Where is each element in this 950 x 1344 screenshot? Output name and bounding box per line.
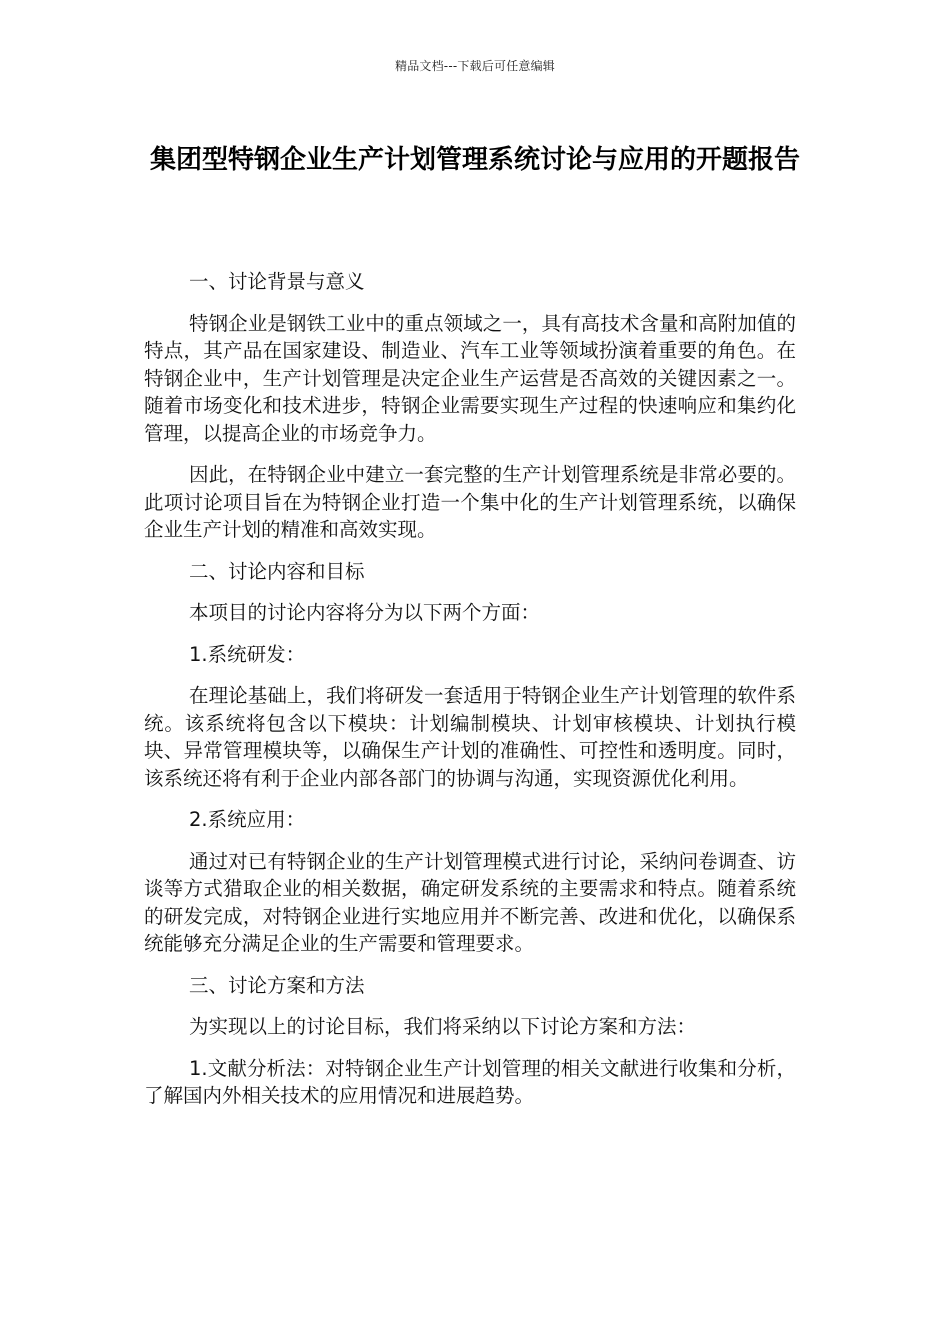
- paragraph-methods-intro: 为实现以上的讨论目标，我们将采纳以下讨论方案和方法：: [189, 1015, 697, 1038]
- section-heading-content: 二、讨论内容和目标: [189, 559, 365, 583]
- subheading-system-development: 1.系统研发：: [189, 642, 306, 666]
- subheading-system-application: 2.系统应用：: [189, 808, 306, 831]
- document-title: 集团型特钢企业生产计划管理系统讨论与应用的开题报告: [149, 145, 800, 175]
- section-heading-methods: 三、讨论方案和方法: [189, 973, 365, 997]
- paragraph-background-2: 因此，在特钢企业中建立一套完整的生产计划管理系统是非常必要的。此项讨论项目旨在为特钢企业打造一个集中化的生产计划管理系统，以确保企业生产计划的精准和高效实现。: [144, 463, 796, 541]
- paragraph-background-1: 特钢企业是钢铁工业中的重点领域之一，具有高技术含量和高附加值的特点，其产品在国家建设、制造业、汽车工业等领域扮演着重要的角色。在特钢企业中，生产计划管理是决定企业生产运营是否高效的关键因素之一。随着市场变化和技术进步，特钢企业需要实现生产过程的快速响应和集约化管理，以提高企业的市场竞争力。: [144, 311, 796, 445]
- paragraph-system-development: 在理论基础上，我们将研发一套适用于特钢企业生产计划管理的软件系统。该系统将包含以下模块：计划编制模块、计划审核模块、计划执行模块、异常管理模块等，以确保生产计划的准确性、可控性和透明度。同时，该系统还将有利于企业内部各部门的协调与沟通，实现资源优化利用。: [144, 684, 796, 790]
- document-body: [144, 268, 796, 1124]
- paragraph-system-application: 通过对已有特钢企业的生产计划管理模式进行讨论，采纳问卷调查、访谈等方式猎取企业的相关数据，确定研发系统的主要需求和特点。随着系统的研发完成，对特钢企业进行实地应用并不断完善、改进和优化，以确保系统能够充分满足企业的生产需要和管理要求。: [144, 849, 796, 955]
- section-heading-background: 一、讨论背景与意义: [189, 270, 365, 293]
- header-note: 精品文档---下载后可任意编辑: [395, 59, 555, 73]
- paragraph-literature-analysis: 1.文献分析法：对特钢企业生产计划管理的相关文献进行收集和分析，了解国内外相关技术的应用情况和进展趋势。: [144, 1056, 796, 1107]
- paragraph-content-intro: 本项目的讨论内容将分为以下两个方面：: [189, 601, 541, 624]
